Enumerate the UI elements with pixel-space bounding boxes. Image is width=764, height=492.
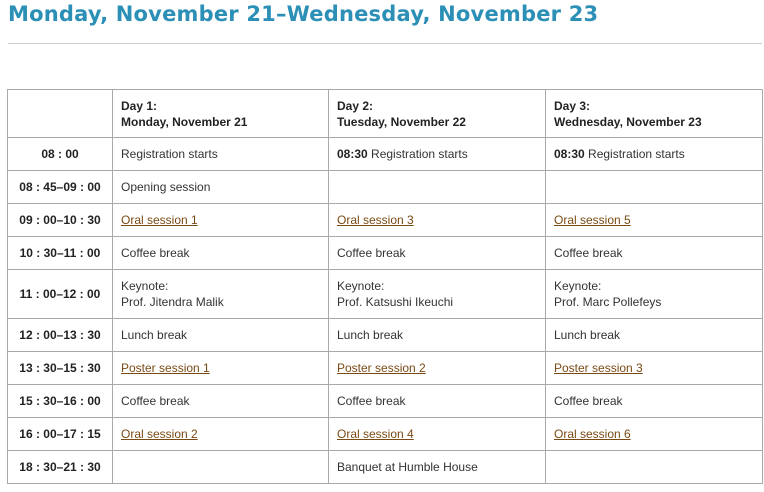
start-time: 08:30 bbox=[337, 147, 368, 161]
time-slot: 12 : 00–13 : 30 bbox=[8, 319, 113, 352]
session-link[interactable]: Oral session 5 bbox=[554, 213, 631, 227]
day-label: Day 2: bbox=[337, 98, 374, 113]
session-link[interactable]: Poster session 2 bbox=[337, 361, 426, 375]
session-cell bbox=[113, 270, 329, 319]
schedule-row bbox=[8, 451, 763, 484]
time-slot: 13 : 30–15 : 30 bbox=[8, 352, 113, 385]
session-cell bbox=[546, 352, 763, 385]
start-time: 08:30 bbox=[554, 147, 585, 161]
session-link[interactable]: Oral session 2 bbox=[121, 427, 198, 441]
day-label: Day 1: bbox=[121, 98, 158, 113]
session-cell bbox=[546, 237, 763, 270]
keynote-label: Keynote: bbox=[121, 279, 169, 293]
session-cell bbox=[329, 171, 546, 204]
keynote-label: Keynote: bbox=[554, 279, 602, 293]
session-cell bbox=[113, 319, 329, 352]
time-header-cell bbox=[8, 90, 113, 138]
day-date: Tuesday, November 22 bbox=[337, 114, 466, 129]
session-cell bbox=[546, 319, 763, 352]
time-slot: 10 : 30–11 : 00 bbox=[8, 237, 113, 270]
schedule-row bbox=[8, 352, 763, 385]
session-cell bbox=[113, 171, 329, 204]
schedule-row bbox=[8, 138, 763, 171]
session-text: Registration starts bbox=[367, 147, 468, 161]
session-cell bbox=[113, 138, 329, 171]
keynote-speaker: Prof. Jitendra Malik bbox=[121, 295, 224, 309]
day-label: Day 3: bbox=[554, 98, 591, 113]
session-cell bbox=[329, 319, 546, 352]
schedule-body bbox=[8, 90, 763, 484]
session-text: Lunch break bbox=[121, 328, 188, 342]
session-link[interactable]: Poster session 1 bbox=[121, 361, 210, 375]
session-cell bbox=[329, 237, 546, 270]
time-slot: 11 : 00–12 : 00 bbox=[8, 270, 113, 319]
session-text: Opening session bbox=[121, 180, 211, 194]
schedule-row bbox=[8, 319, 763, 352]
schedule-row bbox=[8, 385, 763, 418]
session-link[interactable]: Poster session 3 bbox=[554, 361, 643, 375]
session-link[interactable]: Oral session 3 bbox=[337, 213, 414, 227]
schedule-row bbox=[8, 204, 763, 237]
session-cell bbox=[329, 270, 546, 319]
session-cell bbox=[329, 352, 546, 385]
session-cell bbox=[546, 270, 763, 319]
time-slot: 15 : 30–16 : 00 bbox=[8, 385, 113, 418]
day-header-cell bbox=[546, 90, 763, 138]
session-cell bbox=[546, 171, 763, 204]
day-header-cell bbox=[329, 90, 546, 138]
session-cell bbox=[113, 385, 329, 418]
session-cell bbox=[113, 418, 329, 451]
session-cell bbox=[113, 451, 329, 484]
session-link[interactable]: Oral session 4 bbox=[337, 427, 414, 441]
session-text: Coffee break bbox=[554, 246, 623, 260]
time-slot: 16 : 00–17 : 15 bbox=[8, 418, 113, 451]
schedule-row bbox=[8, 418, 763, 451]
session-text: Banquet at Humble House bbox=[337, 460, 478, 474]
day-header-cell bbox=[113, 90, 329, 138]
session-cell bbox=[329, 451, 546, 484]
time-slot: 08 : 00 bbox=[8, 138, 113, 171]
session-cell bbox=[329, 138, 546, 171]
session-cell bbox=[329, 385, 546, 418]
session-text: Lunch break bbox=[337, 328, 404, 342]
session-cell bbox=[546, 418, 763, 451]
schedule-row bbox=[8, 237, 763, 270]
session-text: Lunch break bbox=[554, 328, 621, 342]
session-cell bbox=[329, 204, 546, 237]
session-text: Coffee break bbox=[121, 394, 190, 408]
session-cell bbox=[113, 204, 329, 237]
schedule-header-row bbox=[8, 90, 763, 138]
schedule-table bbox=[7, 89, 763, 484]
day-date: Monday, November 21 bbox=[121, 114, 248, 129]
session-cell bbox=[546, 204, 763, 237]
keynote-label: Keynote: bbox=[337, 279, 385, 293]
keynote-speaker: Prof. Marc Pollefeys bbox=[554, 295, 662, 309]
page-title: Monday, November 21–Wednesday, November 23 bbox=[8, 2, 599, 26]
day-date: Wednesday, November 23 bbox=[554, 114, 702, 129]
session-cell bbox=[546, 451, 763, 484]
session-link[interactable]: Oral session 1 bbox=[121, 213, 198, 227]
session-cell bbox=[113, 237, 329, 270]
keynote-speaker: Prof. Katsushi Ikeuchi bbox=[337, 295, 454, 309]
session-text: Coffee break bbox=[337, 394, 406, 408]
title-divider bbox=[8, 43, 762, 44]
time-slot: 09 : 00–10 : 30 bbox=[8, 204, 113, 237]
session-text: Coffee break bbox=[337, 246, 406, 260]
schedule-row bbox=[8, 270, 763, 319]
schedule-row bbox=[8, 171, 763, 204]
session-text: Coffee break bbox=[121, 246, 190, 260]
session-text: Coffee break bbox=[554, 394, 623, 408]
time-slot: 08 : 45–09 : 00 bbox=[8, 171, 113, 204]
session-cell bbox=[546, 385, 763, 418]
time-slot: 18 : 30–21 : 30 bbox=[8, 451, 113, 484]
session-cell bbox=[113, 352, 329, 385]
session-link[interactable]: Oral session 6 bbox=[554, 427, 631, 441]
session-text: Registration starts bbox=[121, 147, 218, 161]
session-cell bbox=[329, 418, 546, 451]
session-text: Registration starts bbox=[584, 147, 685, 161]
session-cell bbox=[546, 138, 763, 171]
